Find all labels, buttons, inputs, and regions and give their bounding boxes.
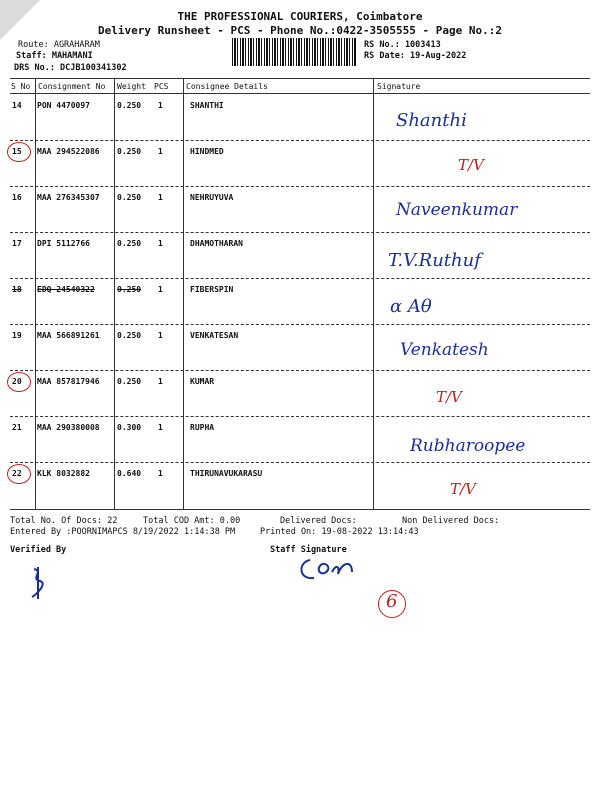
header-bottom-rule — [10, 93, 590, 94]
non-delivered-docs: Non Delivered Docs: — [402, 516, 500, 526]
row-signature: Shanthi — [396, 110, 467, 131]
row-signature: Rubharoopee — [410, 436, 526, 456]
col-header-signature: Signature — [377, 82, 421, 91]
table-bottom-rule — [10, 509, 590, 510]
total-docs: Total No. Of Docs: 22 — [10, 516, 118, 526]
col-header-weight: Weight — [117, 82, 146, 91]
total-cod: Total COD Amt: 0.00 — [143, 516, 241, 526]
row-consignment: DPI 5112766 — [37, 239, 90, 248]
document-title: THE PROFESSIONAL COURIERS, Coimbatore — [177, 10, 423, 23]
page-number-mark: 6 — [386, 591, 398, 612]
row-weight: 0.250 — [117, 377, 142, 386]
row-pcs: 1 — [158, 101, 163, 110]
row-red-mark: T/V — [450, 480, 476, 498]
row-consignee: NEHRUYUVA — [190, 193, 234, 202]
row-sno: 15 — [12, 147, 22, 156]
row-signature: α Aθ — [390, 296, 432, 317]
row-signature: T.V.Ruthuf — [388, 250, 481, 271]
col-header-consignee: Consignee Details — [186, 82, 268, 91]
col-divider — [35, 79, 36, 509]
row-consignment: PON 4470097 — [37, 101, 90, 110]
row-divider — [10, 232, 590, 233]
row-consignment: MAA 276345307 — [37, 193, 100, 202]
col-header-pcs: PCS — [154, 82, 169, 91]
row-divider — [10, 324, 590, 325]
row-pcs: 1 — [158, 469, 163, 478]
row-weight: 0.640 — [117, 469, 142, 478]
row-pcs: 1 — [158, 285, 163, 294]
row-sno: 22 — [12, 469, 22, 478]
row-sno: 17 — [12, 239, 22, 248]
row-pcs: 1 — [158, 377, 163, 386]
verifier-signature — [26, 565, 56, 601]
row-consignment: MAA 566891261 — [37, 331, 100, 340]
row-sno: 14 — [12, 101, 22, 110]
row-pcs: 1 — [158, 331, 163, 340]
row-divider — [10, 462, 590, 463]
entered-by: Entered By :POORNIMAPCS 8/19/2022 1:14:38 PM — [10, 527, 236, 537]
row-consignment: MAA 857817946 — [37, 377, 100, 386]
row-consignee: FIBERSPIN — [190, 285, 234, 294]
row-divider — [10, 278, 590, 279]
row-signature: Venkatesh — [400, 340, 489, 360]
route-label: Route: AGRAHARAM — [18, 40, 100, 50]
staff-signature-label: Staff Signature — [270, 545, 347, 555]
row-weight: 0.250 — [117, 239, 142, 248]
row-divider — [10, 140, 590, 141]
row-signature: Naveenkumar — [396, 200, 518, 220]
row-weight: 0.250 — [117, 147, 142, 156]
staff-signature-scribble — [296, 552, 356, 584]
row-consignee: KUMAR — [190, 377, 215, 386]
row-sno: 21 — [12, 423, 22, 432]
row-pcs: 1 — [158, 147, 163, 156]
row-sno: 20 — [12, 377, 22, 386]
col-header-consignment: Consignment No — [38, 82, 106, 91]
barcode — [232, 38, 356, 66]
row-weight: 0.300 — [117, 423, 142, 432]
row-consignee: HINDMED — [190, 147, 224, 156]
row-consignee: SHANTHI — [190, 101, 224, 110]
verified-by-label: Verified By — [10, 545, 67, 555]
row-divider — [10, 186, 590, 187]
row-consignee: DHAMOTHARAN — [190, 239, 243, 248]
staff-label: Staff: MAHAMANI — [16, 51, 93, 61]
row-consignment: MAA 290380008 — [37, 423, 100, 432]
row-weight: 0.250 — [117, 285, 142, 294]
col-divider — [114, 79, 115, 509]
row-red-mark: T/V — [436, 388, 462, 406]
col-divider — [183, 79, 184, 509]
row-weight: 0.250 — [117, 193, 142, 202]
row-sno: 18 — [12, 285, 22, 294]
row-consignment: MAA 294522086 — [37, 147, 100, 156]
row-consignment: EDQ 24540322 — [37, 285, 95, 294]
row-consignee: RUPHA — [190, 423, 215, 432]
row-pcs: 1 — [158, 423, 163, 432]
rs-date: RS Date: 19-Aug-2022 — [364, 51, 467, 61]
row-divider — [10, 370, 590, 371]
col-header-sno: S No — [11, 82, 31, 91]
document-subtitle: Delivery Runsheet - PCS - Phone No.:0422-3505555 - Page No.:2 — [98, 24, 502, 37]
row-pcs: 1 — [158, 239, 163, 248]
row-weight: 0.250 — [117, 331, 142, 340]
delivered-docs: Delivered Docs: — [280, 516, 357, 526]
row-consignee: THIRUNAVUKARASU — [190, 469, 263, 478]
row-weight: 0.250 — [117, 101, 142, 110]
row-divider — [10, 416, 590, 417]
drs-number: DRS No.: DCJB100341302 — [14, 63, 127, 73]
row-consignment: KLK 8032882 — [37, 469, 90, 478]
row-sno: 16 — [12, 193, 22, 202]
rs-number: RS No.: 1003413 — [364, 40, 441, 50]
table-top-rule — [10, 78, 590, 79]
row-red-mark: T/V — [458, 156, 484, 174]
col-divider — [373, 79, 374, 509]
row-sno: 19 — [12, 331, 22, 340]
row-pcs: 1 — [158, 193, 163, 202]
row-consignee: VENKATESAN — [190, 331, 239, 340]
printed-on: Printed On: 19-08-2022 13:14:43 — [260, 527, 419, 537]
